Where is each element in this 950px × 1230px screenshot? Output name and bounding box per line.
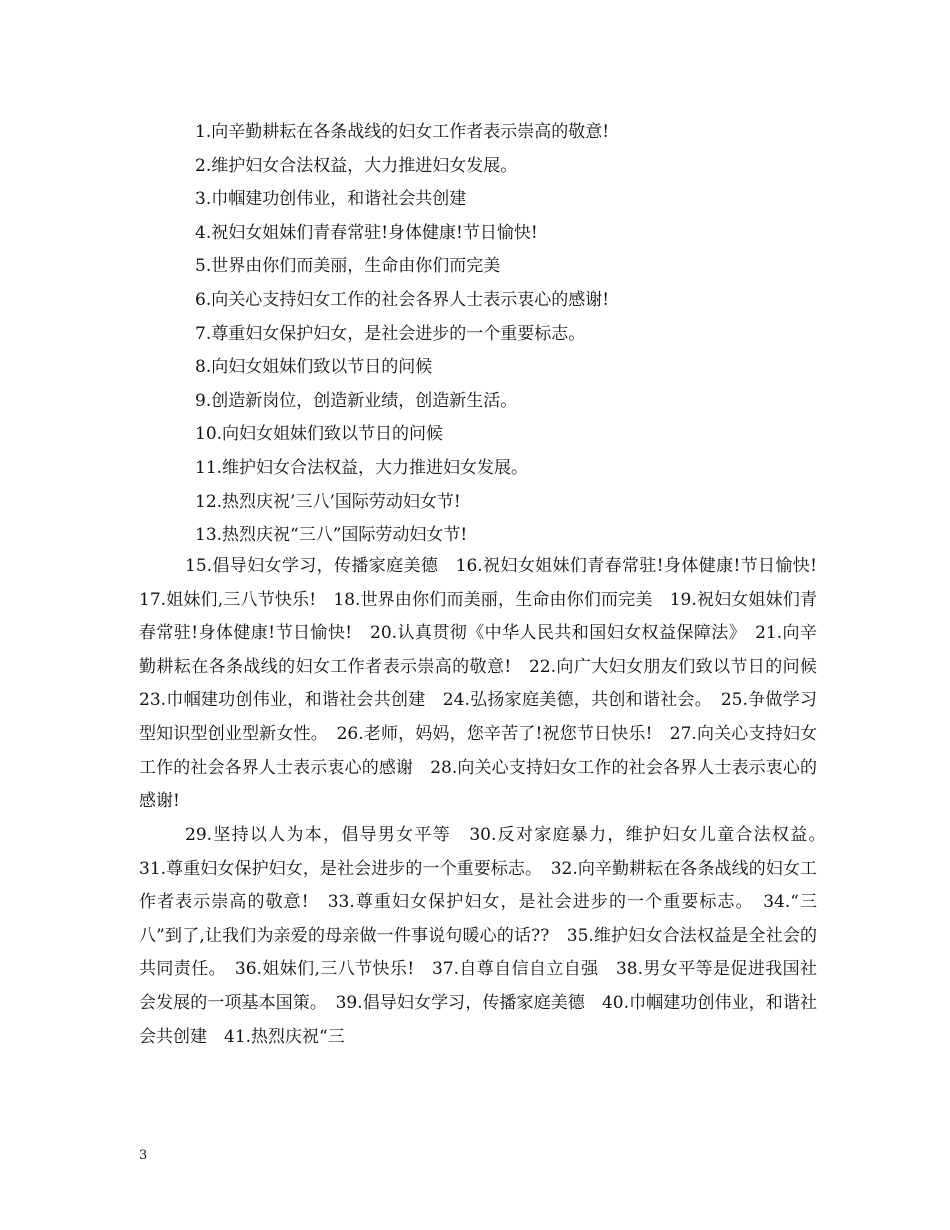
paragraph: 15.倡导妇女学习，传播家庭美德 16.祝妇女姐妹们青春常驻!身体健康!节日愉快! 17.姐妹们,三八节快乐! 18.世界由你们而美丽，生命由你们而完美 19.祝妇女姐妹们青春常驻!身体健康!节日愉快! 20.认真贯彻《中华人民共和国妇女权益保障法》 21.向辛勤耕耘在各条战线的妇女工作者表示崇高的敬意! 22.向广大妇女朋友们致以节日的问候 23.巾帼建功创伟业，和谐社会共创建 24.弘扬家庭美德，共创和谐社会。 25.争做学习型知识型创业型新女性。 26.老师，妈妈，您辛苦了!祝您节日快乐! 27.向关心支持妇女工作的社会各界人士表示衷心的感谢 28.向关心支持妇女工作的社会各界人士表示衷心的感谢! xyxy=(139,556,834,812)
page-number: 3 xyxy=(139,1148,148,1163)
list-item: 4.祝妇女姐妹们青春常驻!身体健康!节日愉快! xyxy=(195,222,538,243)
list-item: 12.热烈庆祝’三八’国际劳动妇女节! xyxy=(195,491,461,512)
list-item: 6.向关心支持妇女工作的社会各界人士表示衷心的感谢! xyxy=(195,289,610,310)
list-item: 3.巾帼建功创伟业，和谐社会共创建 xyxy=(195,189,467,210)
list-item: 10.向妇女姐妹们致以节日的问候 xyxy=(195,424,444,445)
numbered-list xyxy=(195,116,835,553)
paragraph: 29.坚持以人为本，倡导男女平等 30.反对家庭暴力，维护妇女儿童合法权益。 31.尊重妇女保护妇女，是社会进步的一个重要标志。 32.向辛勤耕耘在各条战线的妇女工作者表示崇高的敬意! 33.尊重妇女保护妇女，是社会进步的一个重要标志。 34.“三八”到了,让我们为亲爱的母亲做一件事说句暖心的话?? 35.维护妇女合法权益是全社会的共同责任。 36.姐妹们,三八节快乐! 37.自尊自信自立自强 38.男女平等是促进我国社会发展的一项基本国策。 39.倡导妇女学习，传播家庭美德 40.巾帼建功创伟业，和谐社会共创建 41.热烈庆祝“三 xyxy=(139,825,834,1047)
list-item: 2.维护妇女合法权益，大力推进妇女发展。 xyxy=(195,155,518,176)
list-item: 7.尊重妇女保护妇女，是社会进步的一个重要标志。 xyxy=(195,323,586,344)
list-item: 13.热烈庆祝“三八”国际劳动妇女节! xyxy=(195,525,468,546)
list-item: 11.维护妇女合法权益，大力推进妇女发展。 xyxy=(195,457,529,478)
list-item: 9.创造新岗位，创造新业绩，创造新生活。 xyxy=(195,390,518,411)
list-item: 8.向妇女姐妹们致以节日的问候 xyxy=(195,357,433,378)
list-item: 5.世界由你们而美丽，生命由你们而完美 xyxy=(195,256,501,277)
list-item: 1.向辛勤耕耘在各条战线的妇女工作者表示崇高的敬意! xyxy=(195,122,610,142)
